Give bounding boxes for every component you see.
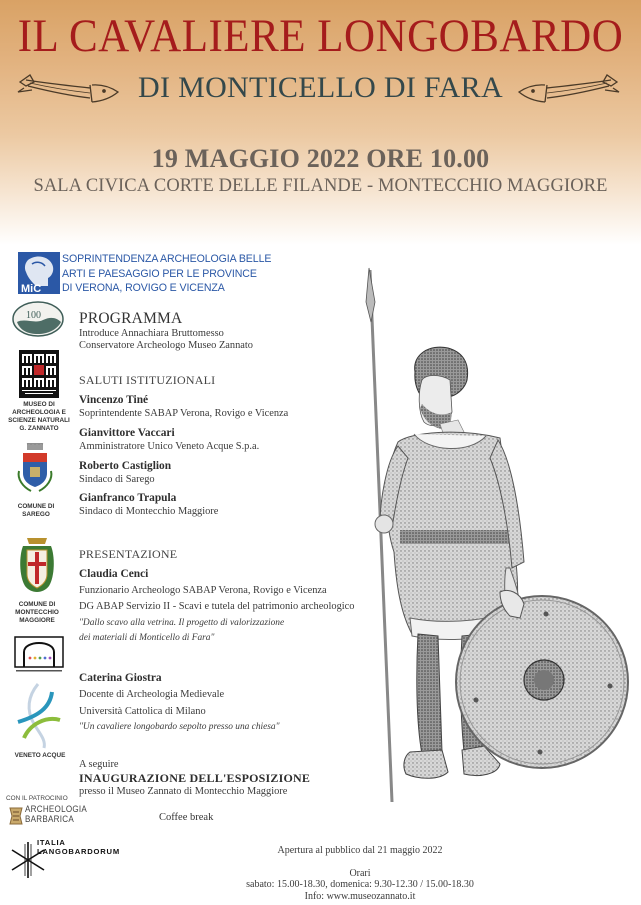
italia-langobardorum-text: ITALIA LANGOBARDORUM bbox=[37, 838, 120, 856]
montecchio-caption: COMUNE DI MONTECCHIO MAGGIORE bbox=[15, 601, 59, 624]
event-venue: SALA CIVICA CORTE DELLE FILANDE - MONTECCHIO MAGGIORE bbox=[33, 176, 608, 196]
museo-zannato-logo-icon bbox=[19, 350, 59, 398]
archeologia-barbarica-emblem-icon bbox=[8, 806, 24, 826]
speaker-name: Vincenzo Tiné bbox=[79, 394, 149, 406]
poster-subtitle: DI MONTICELLO DI FARA bbox=[138, 71, 503, 104]
speaker-role: Sindaco di Montecchio Maggiore bbox=[79, 506, 219, 517]
talk-title: "Un cavaliere longobardo sepolto presso una chiesa" bbox=[79, 722, 280, 732]
speaker-name: Claudia Cenci bbox=[79, 568, 149, 580]
inauguration-place: presso il Museo Zannato di Montecchio Maggiore bbox=[79, 786, 288, 797]
speaker-role: Università Cattolica di Milano bbox=[79, 706, 206, 717]
speaker-role: DG ABAP Servizio II - Scavi e tutela del patrimonio archeologico bbox=[79, 601, 355, 612]
opening-hours: sabato: 15.00-18.30, domenica: 9.30-12.30 / 15.00-18.30 bbox=[246, 879, 474, 890]
talk-title: dei materiali di Monticello di Fara" bbox=[79, 633, 215, 643]
svg-text:100: 100 bbox=[26, 310, 41, 321]
speaker-role: Funzionario Archeologo SABAP Verona, Rovigo e Vicenza bbox=[79, 585, 327, 596]
patrocinio-label: CON IL PATROCINIO bbox=[6, 795, 68, 802]
speaker-role: Soprintendente SABAP Verona, Rovigo e Vicenza bbox=[79, 408, 289, 419]
svg-text:MiC: MiC bbox=[21, 283, 42, 294]
speaker-name: Gianfranco Trapula bbox=[79, 492, 177, 504]
lombard-warrior-illustration bbox=[340, 262, 640, 822]
arch-logo-icon bbox=[14, 636, 64, 674]
opening-date: Apertura al pubblico dal 21 maggio 2022 bbox=[277, 845, 443, 856]
speaker-name: Caterina Giostra bbox=[79, 672, 162, 684]
archeologia-barbarica-text: ARCHEOLOGIA BARBARICA bbox=[25, 804, 88, 825]
veneto-acque-caption: VENETO ACQUE bbox=[14, 752, 66, 759]
presentazione-heading: PRESENTAZIONE bbox=[79, 547, 178, 561]
mic-logo-text: SOPRINTENDENZA ARCHEOLOGIA BELLE ARTI E PAESAGGIO PER LE PROVINCE DI VERONA, ROVIGO E VICENZA bbox=[62, 253, 272, 294]
coffee-break: Coffee break bbox=[159, 812, 214, 823]
veneto-acque-logo-icon bbox=[12, 680, 64, 750]
mic-logo-icon bbox=[18, 252, 60, 294]
program-intro-line: Introduce Annachiara Bruttomesso bbox=[79, 328, 224, 339]
centenary-logo-icon bbox=[11, 300, 65, 338]
fish-banner-icon bbox=[515, 70, 625, 110]
event-date: 19 MAGGIO 2022 ORE 10.00 bbox=[151, 144, 490, 173]
follow-lead: A seguire bbox=[79, 759, 119, 770]
speaker-role: Docente di Archeologia Medievale bbox=[79, 689, 225, 700]
hours-label: Orari bbox=[349, 868, 371, 879]
info-website: Info: www.museozannato.it bbox=[304, 891, 416, 902]
saluti-heading: SALUTI ISTITUZIONALI bbox=[79, 373, 216, 387]
talk-title: "Dallo scavo alla vetrina. Il progetto di valorizzazione bbox=[79, 618, 285, 628]
sarego-caption: COMUNE DI SAREGO bbox=[17, 503, 55, 518]
program-intro-line: Conservatore Archeologo Museo Zannato bbox=[79, 340, 253, 351]
sarego-coat-of-arms-icon bbox=[13, 443, 57, 499]
speaker-name: Gianvittore Vaccari bbox=[79, 427, 175, 439]
poster-title: IL CAVALIERE LONGOBARDO bbox=[17, 11, 624, 62]
speaker-role: Amministratore Unico Veneto Acque S.p.a. bbox=[79, 441, 260, 452]
speaker-role: Sindaco di Sarego bbox=[79, 474, 155, 485]
museo-zannato-caption: MUSEO DI ARCHEOLOGIA E SCIENZE NATURALI G. ZANNATO bbox=[8, 401, 70, 432]
speaker-name: Roberto Castiglion bbox=[79, 460, 172, 472]
montecchio-coat-of-arms-icon bbox=[17, 536, 57, 596]
inauguration-title: INAUGURAZIONE DELL'ESPOSIZIONE bbox=[79, 771, 311, 785]
program-heading: PROGRAMMA bbox=[79, 310, 183, 327]
